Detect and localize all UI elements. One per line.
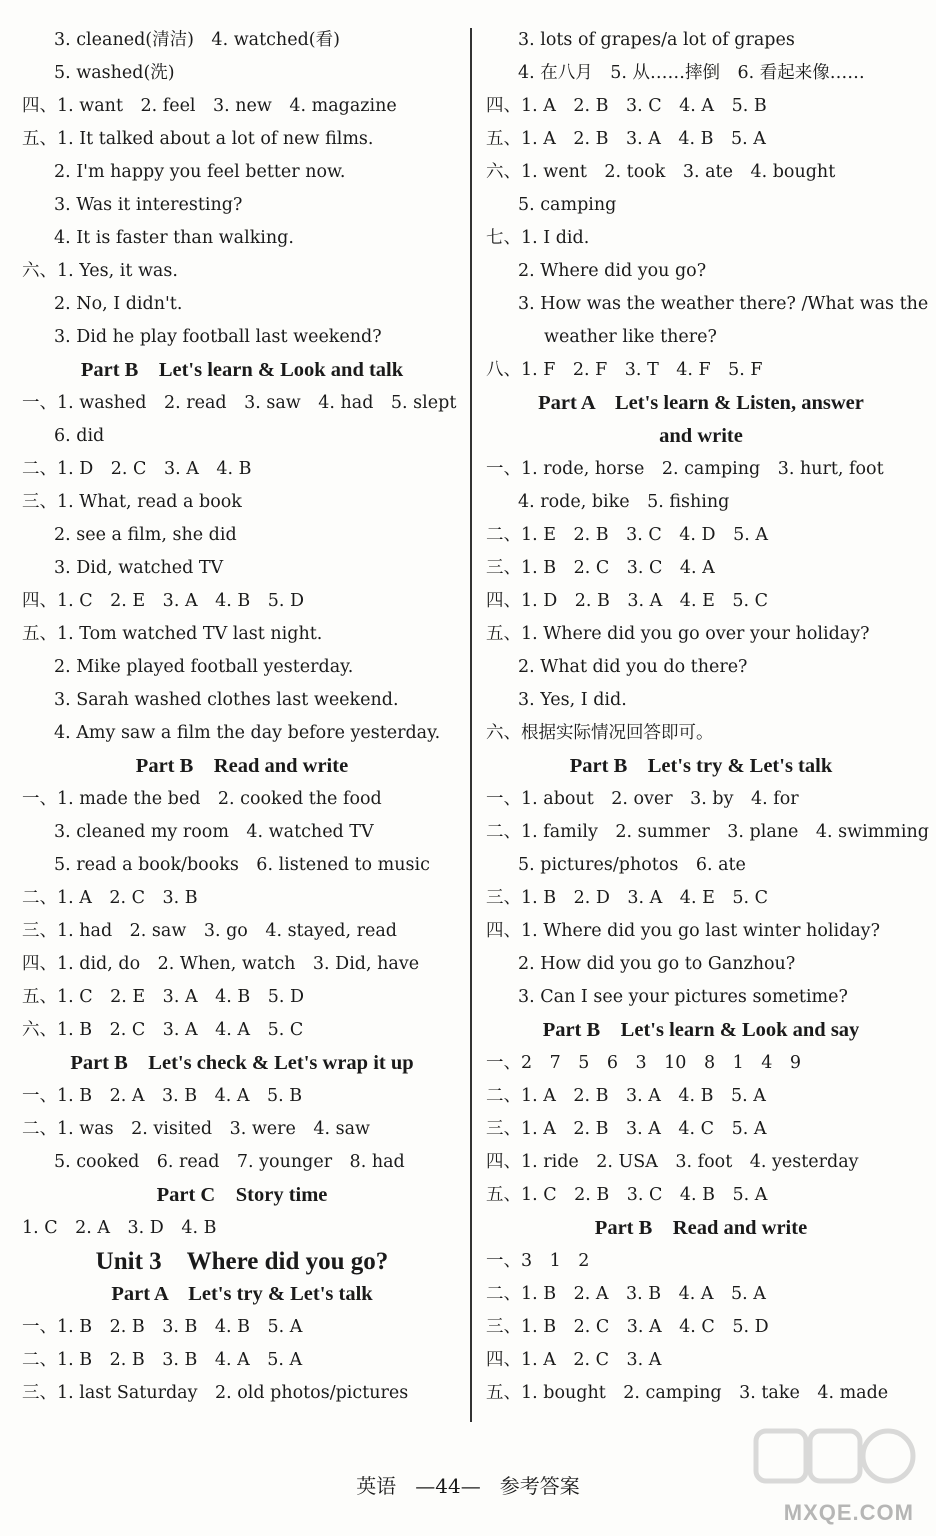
answer-line: 3. Was it interesting?	[54, 195, 243, 215]
answer-line: 4. 在八月 5. 从……摔倒 6. 看起来像……	[518, 63, 865, 83]
answer-line: 一、3 1 2	[486, 1251, 590, 1271]
section-heading: Part B Let's learn & Look and talk	[80, 359, 404, 381]
answer-line: 五、1. It talked about a lot of new films.	[22, 129, 374, 149]
section-heading: Part A Let's learn & Listen, answer	[538, 392, 864, 414]
answer-line: 四、1. ride 2. USA 3. foot 4. yesterday	[486, 1152, 859, 1172]
answer-line: 二、1. E 2. B 3. C 4. D 5. A	[486, 525, 768, 545]
section-heading: Part B Let's check & Let's wrap it up	[70, 1052, 414, 1074]
answer-line: 三、1. B 2. C 3. C 4. A	[486, 558, 715, 578]
answer-line: 五、1. bought 2. camping 3. take 4. made	[486, 1383, 889, 1403]
answer-line: 二、1. B 2. A 3. B 4. A 5. A	[486, 1284, 766, 1304]
answer-line: 3. lots of grapes/a lot of grapes	[518, 30, 795, 50]
answer-line: 二、1. A 2. C 3. B	[22, 888, 198, 908]
answer-line: 七、1. I did.	[486, 228, 590, 248]
answer-line: 四、1. want 2. feel 3. new 4. magazine	[22, 96, 397, 116]
answer-line: 六、1. B 2. C 3. A 4. A 5. C	[22, 1020, 304, 1040]
answer-line: 1. C 2. A 3. D 4. B	[22, 1218, 217, 1238]
answer-line: 3. Can I see your pictures sometime?	[518, 987, 848, 1007]
answer-line: 四、1. D 2. B 3. A 4. E 5. C	[486, 591, 768, 611]
answer-line: 4. rode, bike 5. fishing	[518, 492, 730, 512]
answer-line: 五、1. C 2. E 3. A 4. B 5. D	[22, 987, 304, 1007]
answer-line: 4. Amy saw a film the day before yesterday.	[54, 723, 441, 743]
answer-line: 一、1. washed 2. read 3. saw 4. had 5. slept	[22, 393, 457, 413]
answer-line: 四、1. did, do 2. When, watch 3. Did, have	[22, 954, 420, 974]
answer-line: 3. cleaned(清洁) 4. watched(看)	[54, 30, 340, 50]
answer-line: 五、1. Where did you go over your holiday?	[486, 624, 870, 644]
footer-page-number: —44—	[415, 1474, 481, 1498]
answer-line: 三、1. B 2. C 3. A 4. C 5. D	[486, 1317, 769, 1337]
answer-line: weather like there?	[544, 327, 717, 347]
answer-line: 三、1. B 2. D 3. A 4. E 5. C	[486, 888, 768, 908]
left-column	[22, 24, 462, 1410]
answer-line: 六、根据实际情况回答即可。	[486, 723, 714, 743]
answer-line: 二、1. B 2. B 3. B 4. A 5. A	[22, 1350, 303, 1370]
answer-line: 5. washed(洗)	[54, 63, 175, 83]
answer-line: 3. Yes, I did.	[518, 690, 627, 710]
answer-line: 一、1. about 2. over 3. by 4. for	[486, 789, 799, 809]
answer-line: 三、1. last Saturday 2. old photos/pictures	[22, 1383, 409, 1403]
answer-line: 四、1. C 2. E 3. A 4. B 5. D	[22, 591, 304, 611]
answer-line: 3. How was the weather there? /What was the	[518, 294, 929, 314]
section-heading: Part C Story time	[156, 1184, 328, 1206]
answer-line: 四、1. A 2. B 3. C 4. A 5. B	[486, 96, 767, 116]
answer-line: 2. What did you do there?	[518, 657, 748, 677]
answer-line: 二、1. D 2. C 3. A 4. B	[22, 459, 252, 479]
answer-line: 3. Sarah washed clothes last weekend.	[54, 690, 399, 710]
answer-line: 2. How did you go to Ganzhou?	[518, 954, 796, 974]
footer-subject: 英语	[356, 1474, 397, 1498]
answer-line: 五、1. A 2. B 3. A 4. B 5. A	[486, 129, 766, 149]
answer-line: 二、1. A 2. B 3. A 4. B 5. A	[486, 1086, 766, 1106]
answer-line: 6. did	[54, 426, 105, 446]
answer-line: 六、1. went 2. took 3. ate 4. bought	[486, 162, 836, 182]
answer-line: 3. cleaned my room 4. watched TV	[54, 822, 374, 842]
answer-line: 一、1. B 2. A 3. B 4. A 5. B	[22, 1086, 303, 1106]
answer-line: 3. Did, watched TV	[54, 558, 224, 578]
column-divider	[470, 28, 472, 1422]
answer-line: 五、1. Tom watched TV last night.	[22, 624, 323, 644]
answer-line: 2. No, I didn't.	[54, 294, 183, 314]
answer-line: 2. Where did you go?	[518, 261, 707, 281]
footer-label: 参考答案	[499, 1474, 580, 1498]
section-heading: Part B Let's learn & Look and say	[542, 1019, 860, 1041]
answer-line: 5. cooked 6. read 7. younger 8. had	[54, 1152, 405, 1172]
answer-line: 3. Did he play football last weekend?	[54, 327, 382, 347]
answer-line: 一、1. rode, horse 2. camping 3. hurt, foot	[486, 459, 884, 479]
section-heading: Part A Let's try & Let's talk	[111, 1283, 373, 1305]
answer-line: 三、1. A 2. B 3. A 4. C 5. A	[486, 1119, 767, 1139]
answer-line: 5. camping	[518, 195, 617, 215]
answer-line: 四、1. Where did you go last winter holiday?	[486, 921, 880, 941]
answer-line: 5. pictures/photos 6. ate	[518, 855, 746, 875]
answer-line: 2. see a film, she did	[54, 525, 237, 545]
answer-line: 五、1. C 2. B 3. C 4. B 5. A	[486, 1185, 768, 1205]
answer-line: 2. Mike played football yesterday.	[54, 657, 354, 677]
answer-line: 四、1. A 2. C 3. A	[486, 1350, 662, 1370]
answer-line: 一、1. B 2. B 3. B 4. B 5. A	[22, 1317, 303, 1337]
answer-line: 二、1. was 2. visited 3. were 4. saw	[22, 1119, 371, 1139]
answer-line: 二、1. family 2. summer 3. plane 4. swimming	[486, 822, 929, 842]
section-heading: and write	[659, 425, 743, 447]
section-heading: Part B Read and write	[594, 1217, 808, 1239]
answer-line: 八、1. F 2. F 3. T 4. F 5. F	[486, 360, 763, 380]
answer-line: 三、1. What, read a book	[22, 492, 242, 512]
answer-line: 5. read a book/books 6. listened to music	[54, 855, 430, 875]
watermark-text: MXQE.COM	[783, 1500, 914, 1525]
answer-line: 2. I'm happy you feel better now.	[54, 162, 346, 182]
answer-line: 一、1. made the bed 2. cooked the food	[22, 789, 382, 809]
answer-line: 六、1. Yes, it was.	[22, 261, 178, 281]
answer-line: 一、2 7 5 6 3 10 8 1 4 9	[486, 1053, 801, 1073]
section-heading: Part B Read and write	[135, 755, 349, 777]
answer-line: 三、1. had 2. saw 3. go 4. stayed, read	[22, 921, 397, 941]
right-column	[486, 24, 929, 1410]
section-heading: Unit 3 Where did you go?	[95, 1248, 389, 1275]
section-heading: Part B Let's try & Let's talk	[569, 755, 833, 777]
answer-line: 4. It is faster than walking.	[54, 228, 294, 248]
